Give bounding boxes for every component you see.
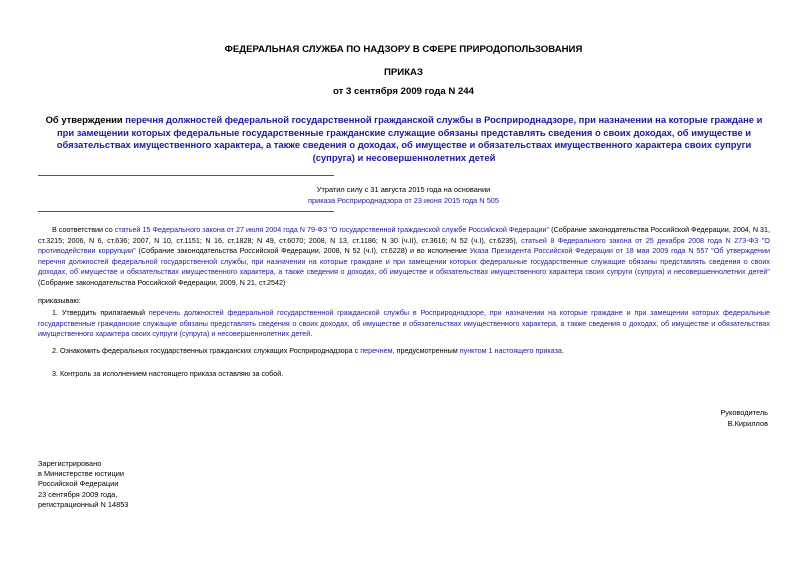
lost-force-note <box>0 184 807 206</box>
anticorruption-law-link[interactable]: статьей 8 Федерального закона от 25 декабря 2008 года N 273-ФЗ "О противодействии коррупции" <box>38 235 770 256</box>
divider-bottom <box>38 211 334 212</box>
divider-top <box>38 175 334 176</box>
date-number-heading: от 3 сентября 2009 года N 244 <box>333 86 474 97</box>
registration-line-2: в Министерстве юстиции <box>38 469 125 479</box>
civil-service-law-link[interactable]: статьей 15 Федерального закона от 27 июля 2004 года N 79-ФЗ "О государственной гражданской службе Российской Федерации" <box>114 225 550 234</box>
title-list-link[interactable]: перечня должностей федеральной государственной гражданской службы в Росприроднадзоре, при назначении на которые граждане и при замещении которых федеральные государственные гражданские служащие обязаны представлять сведения о своих доходах, об имуществе и обязательствах имущественного характера, а также сведения о доходах, об имуществе и обязательствах имущественного характера своих супруги (супруга) и несовершеннолетних детей <box>56 114 763 163</box>
signer-name: В.Кириллов <box>727 419 768 428</box>
registration-block <box>38 459 238 510</box>
presidential-decree-link[interactable]: Указа Президента Российской Федерации от 18 мая 2009 года N 557 "Об утверждении перечня должностей федеральной государственной службы, при назначении на которые граждане и при замещении которых федеральные государственные служащие обязаны представлять сведения о своих доходах, об имуществе и обязательствах имущественного характера, а также сведения о доходах, об имуществе и обязательствах имущественного характера своих супруги (супруга) и несовершеннолетних детей" <box>38 246 770 277</box>
preamble-paragraph <box>38 225 770 289</box>
item-1-end: . <box>310 329 313 339</box>
registration-line-4: 23 сентября 2009 года, <box>38 489 118 499</box>
doc-type-heading: ПРИКАЗ <box>384 67 423 78</box>
item-2-paragraph <box>38 346 770 357</box>
item-1-list-link[interactable]: перечень должностей федеральной государственной гражданской службы в Росприроднадзоре, при назначении на которые граждане и при замещении которых федеральные государственные гражданские служащие обязаны представлять сведения о своих доходах, об имуществе и обязательствах имущественного характера, а также сведения о доходах, об имуществе и обязательствах имущественного характера своих супруги (супруга) и несовершеннолетних детей <box>38 308 770 339</box>
agency-heading: ФЕДЕРАЛЬНАЯ СЛУЖБА ПО НАДЗОРУ В СФЕРЕ ПРИРОДОПОЛЬЗОВАНИЯ <box>224 44 583 55</box>
title-prefix: Об утверждении <box>45 114 126 125</box>
item-2-text-2: , предусмотренным <box>392 346 460 355</box>
registration-line-3: Российской Федерации <box>38 479 119 489</box>
item-1-paragraph <box>38 308 770 340</box>
signer-position: Руководитель <box>720 408 768 417</box>
preamble-text-1: В соответствии со <box>52 225 115 234</box>
signature-block <box>600 407 768 429</box>
lost-force-order-link[interactable]: приказа Росприроднадзора от 23 июня 2015 года N 505 <box>307 196 500 205</box>
order-word: приказываю: <box>38 296 81 305</box>
order-title <box>36 114 772 164</box>
preamble-text-3: (Собрание законодательства Российской Федерации, 2008, N 52 (ч.I), ст.6228) и во исполнение <box>135 246 470 256</box>
item-2-text-1: 2. Ознакомить федеральных государственных гражданских служащих Росприроднадзора с <box>52 346 361 355</box>
item-2-list-link[interactable]: перечнем <box>360 346 393 355</box>
lost-force-text: Утратил силу с 31 августа 2015 года на основании <box>316 185 491 194</box>
item-3-paragraph: 3. Контроль за исполнением настоящего приказа оставляю за собой. <box>52 369 284 378</box>
item-2-clause-link[interactable]: пунктом 1 настоящего приказа <box>459 346 562 355</box>
registration-line-1: Зарегистрировано <box>38 459 102 468</box>
preamble-text-4: (Собрание законодательства Российской Федерации, 2009, N 21, ст.2542) <box>38 277 286 287</box>
preamble-text-2: (Собрание законодательства Российской Федерации, 2004, N 31, ст.3215; 2006, N 6, ст.636; 2007, N 10, ст.1151; N 16, ст.1828; N 49, ст.6070; 2008, N 13, ст.1186; N 30 (ч.II), ст.3616; N 52 (ч.I), ст.6235), <box>38 225 771 245</box>
item-1-text: 1. Утвердить прилагаемый <box>52 308 149 317</box>
registration-line-5: регистрационный N 14853 <box>38 499 129 509</box>
item-2-text-3: . <box>561 346 564 355</box>
